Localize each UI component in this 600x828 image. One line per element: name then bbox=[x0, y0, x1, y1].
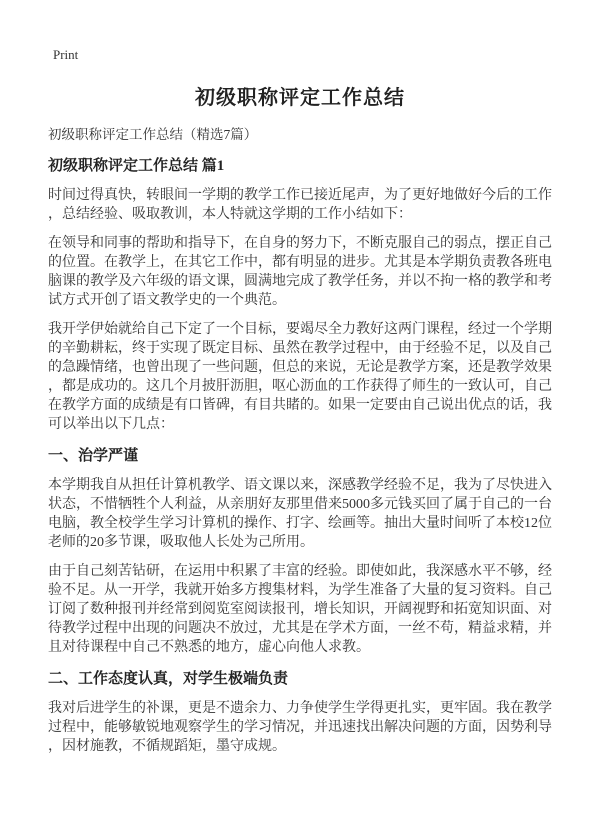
body-paragraph: 时间过得真快，转眼间一学期的教学工作已接近尾声，为了更好地做好今后的工作，总结经验、吸取教训，本人特就这学期的工作小结如下： bbox=[48, 188, 552, 222]
document-title: 初级职称评定工作总结 bbox=[195, 87, 405, 109]
section-heading: 初级职称评定工作总结 篇1 bbox=[48, 158, 225, 174]
section-heading: 一、治学严谨 bbox=[48, 448, 139, 464]
body-paragraph: 由于自己刻苦钻研，在运用中积累了丰富的经验。即使如此，我深感水平不够，经验不足。从一开学，我就开始多方搜集材料，为学生准备了大量的复习资料。自己订阅了数种报刊并经常到阅览室阅读报刊，增长知识，开阔视野和拓宽知识面、对待教学过程中出现的问题决不放过，尤其是在学术方面，一丝不苟，精益求精，并且对待课程中自己不熟悉的地方，虚心向他人求教。 bbox=[48, 564, 552, 655]
body-paragraph: 本学期我自从担任计算机教学、语文课以来，深感教学经验不足，我为了尽快进入状态，不惜牺牲个人利益，从亲朋好友那里借来5000多元钱买回了属于自己的一台电脑，教全校学生学习计算机的操作、打字、绘画等。抽出大量时间听了本校12位老师的20多节课，吸取他人长处为己所用。 bbox=[48, 478, 552, 550]
print-button[interactable]: Print bbox=[53, 47, 79, 62]
body-paragraph: 我开学伊始就给自己下定了一个目标，要竭尽全力教好这两门课程，经过一个学期的辛勤耕耘，终于实现了既定目标、虽然在教学过程中，由于经验不足，以及自己的急躁情绪，也曾出现了一些问题，但总的来说，无论是教学方案，还是教学效果，都是成功的。这几个月披肝沥胆，呕心沥血的工作获得了师生的一致认可，自己在教学方面的成绩是有口皆碑，有目共睹的。如果一定要由自己说出优点的话，我可以举出以下几点： bbox=[48, 322, 552, 432]
document-subtitle: 初级职称评定工作总结（精选7篇） bbox=[48, 127, 258, 142]
body-paragraph: 我对后进学生的补课，更是不遗余力、力争使学生学得更扎实，更牢固。我在教学过程中，能够敏锐地观察学生的学习情况，并迅速找出解决问题的方面，因势利导，因材施教，不循规蹈矩，墨守成规。 bbox=[48, 701, 552, 754]
document-blocks bbox=[48, 156, 552, 756]
section-heading: 二、工作态度认真，对学生极端负责 bbox=[48, 671, 289, 687]
body-paragraph: 在领导和同事的帮助和指导下，在自身的努力下，不断克服自己的弱点，摆正自己的位置。在教学上，在其它工作中，都有明显的进步。尤其是本学期负责教各班电脑课的教学及六年级的语文课，圆满地完成了教学任务，并以不拘一格的教学和考试方式开创了语文教学史的一个典范。 bbox=[48, 236, 552, 308]
